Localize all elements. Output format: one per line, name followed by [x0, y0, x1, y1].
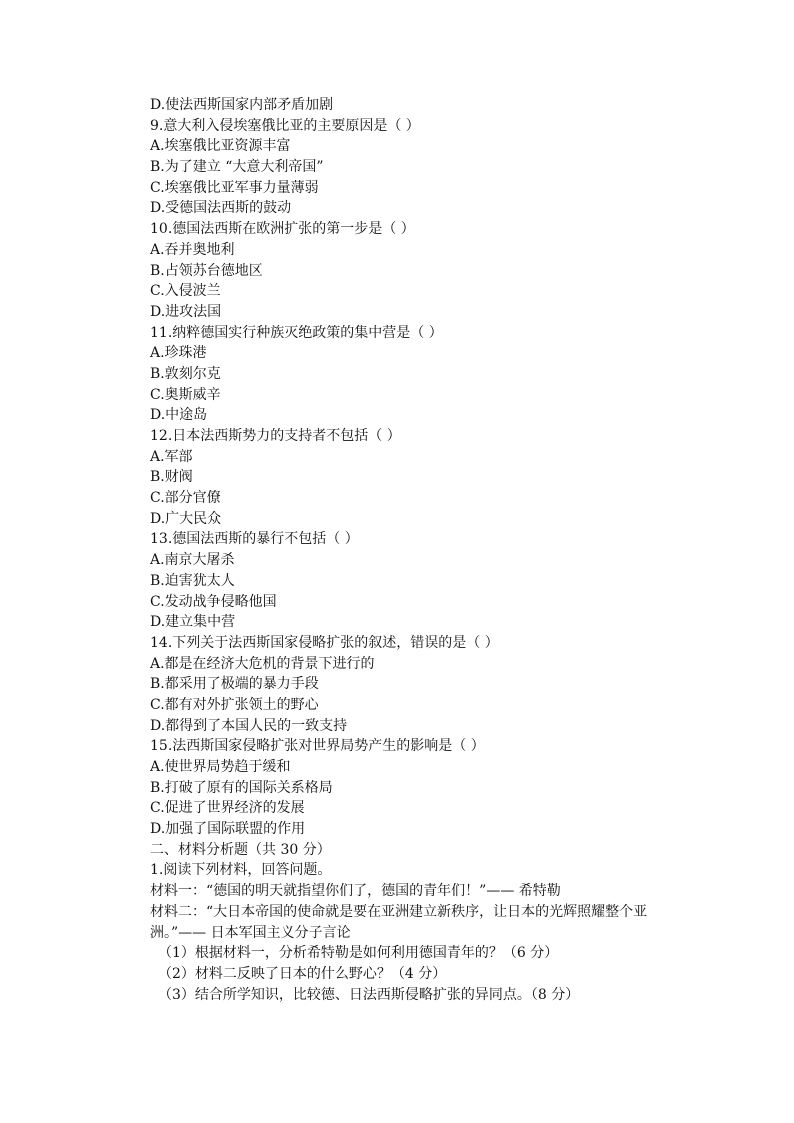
option-q15-d: D.加强了国际联盟的作用	[150, 821, 306, 838]
option-q11-d: D.中途岛	[150, 407, 208, 424]
option-q14-b: B.都采用了极端的暴力手段	[150, 676, 319, 693]
option-q14-c: C.都有对外扩张领土的野心	[150, 696, 319, 713]
option-q15-b: B.打破了原有的国际关系格局	[150, 779, 333, 796]
material-question-1-stem: 1.阅读下列材料，回答问题。	[150, 862, 332, 879]
sub-question-2: （2）材料二反映了日本的什么野心？（4 分）	[158, 965, 447, 982]
option-q8-d: D.使法西斯国家内部矛盾加剧	[150, 97, 334, 113]
page-content	[118, 95, 678, 1005]
option-q9-b: B.为了建立 “大意大利帝国”	[150, 159, 324, 176]
option-q14-a: A.都是在经济大危机的背景下进行的	[150, 655, 375, 672]
option-q15-c: C.促进了世界经济的发展	[150, 800, 305, 817]
option-q12-c: C.部分官僚	[150, 490, 221, 507]
question-11-stem: 11.纳粹德国实行种族灭绝政策的集中营是（ ）	[150, 324, 443, 341]
option-q11-a: A.珍珠港	[150, 345, 207, 362]
sub-question-3: （3）结合所学知识，比较德、日法西斯侵略扩张的异同点。（8 分）	[158, 986, 580, 1003]
option-q10-d: D.进攻法国	[150, 303, 222, 320]
option-q9-d: D.受德国法西斯的鼓动	[150, 200, 292, 217]
question-12-stem: 12.日本法西斯势力的支持者不包括（ ）	[150, 428, 401, 444]
option-q12-d: D.广大民众	[150, 510, 222, 527]
question-14-stem: 14.下列关于法西斯国家侵略扩张的叙述，错误的是（ ）	[150, 634, 499, 651]
option-q12-a: A.军部	[150, 448, 193, 465]
option-q12-b: B.财阀	[150, 469, 193, 486]
option-q9-a: A.埃塞俄比亚资源丰富	[150, 138, 291, 155]
option-q13-d: D.建立集中营	[150, 614, 236, 631]
material-1: 材料一：“德国的明天就指望你们了，德国的青年们！”—— 希特勒	[150, 883, 561, 900]
option-q14-d: D.都得到了本国人民的一致支持	[150, 717, 348, 734]
option-q13-a: A.南京大屠杀	[150, 552, 235, 569]
option-q11-c: C.奥斯威辛	[150, 386, 221, 403]
option-q9-c: C.埃塞俄比亚军事力量薄弱	[150, 179, 319, 196]
option-q13-b: B.迫害犹太人	[150, 572, 235, 589]
material-2: 材料二：“大日本帝国的使命就是要在亚洲建立新秩序，让日本的光辉照耀整个亚洲。”—— 日本军国主义分子言论	[150, 903, 648, 941]
option-q11-b: B.敦刻尔克	[150, 365, 221, 382]
sub-question-1: （1）根据材料一，分析希特勒是如何利用德国青年的？（6 分）	[158, 945, 559, 962]
question-10-stem: 10.德国法西斯在欧洲扩张的第一步是（ ）	[150, 221, 415, 238]
question-13-stem: 13.德国法西斯的暴行不包括（ ）	[150, 531, 359, 548]
section-2-heading: 二、材料分析题（共 30 分）	[150, 841, 331, 858]
option-q10-a: A.吞并奥地利	[150, 241, 235, 258]
question-9-stem: 9.意大利入侵埃塞俄比亚的主要原因是（ ）	[150, 117, 420, 134]
option-q10-b: B.占领苏台德地区	[150, 262, 263, 279]
option-q15-a: A.使世界局势趋于缓和	[150, 759, 291, 775]
option-q13-c: C.发动战争侵略他国	[150, 593, 277, 610]
question-15-stem: 15.法西斯国家侵略扩张对世界局势产生的影响是（ ）	[150, 738, 485, 755]
option-q10-c: C.入侵波兰	[150, 283, 221, 300]
